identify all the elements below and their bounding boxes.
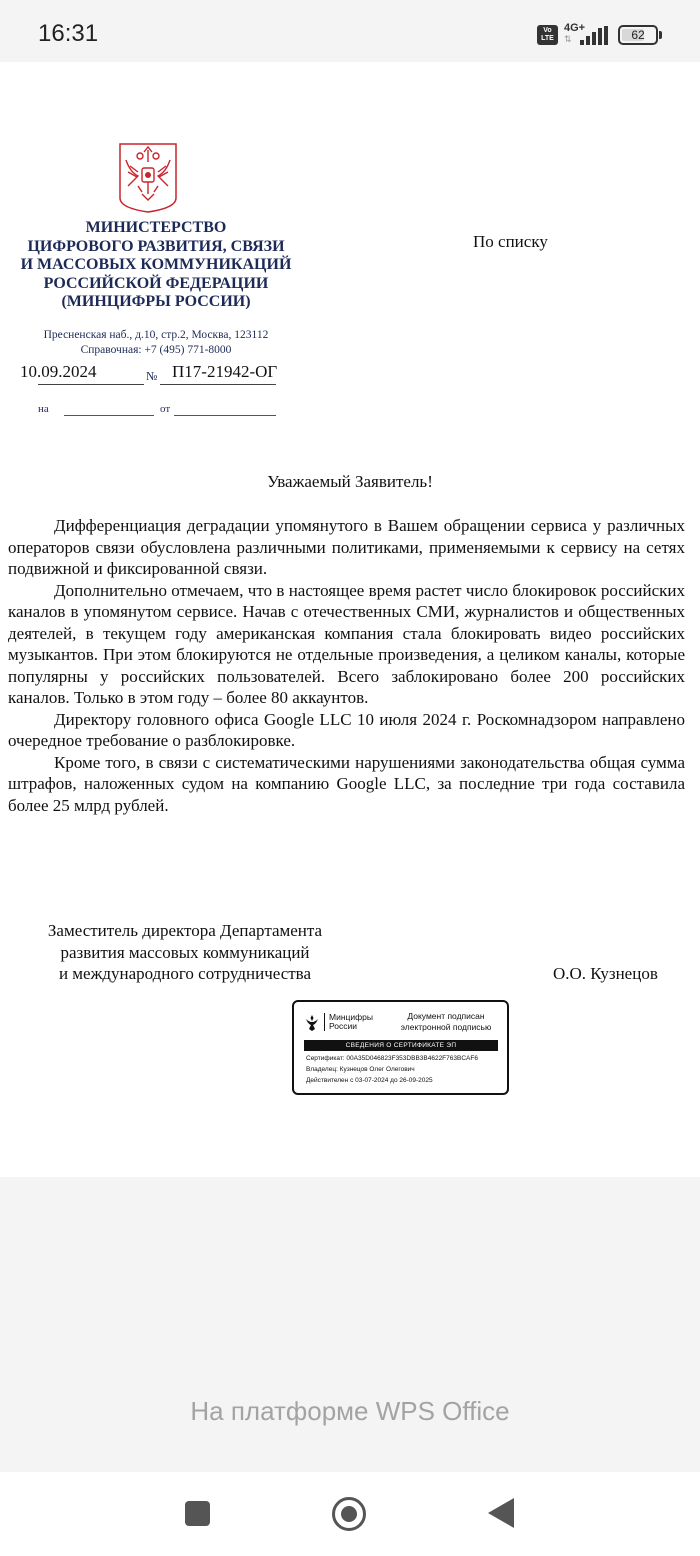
esign-note <box>386 1011 506 1033</box>
paragraph: Дифференциация деградации упомянутого в Вашем обращении сервиса у различных операторов связи обусловлена различными политиками, применяемыми к сервису на сетях подвижной и фиксированной связи. <box>8 516 685 578</box>
salutation: Уважаемый Заявитель! <box>267 472 433 491</box>
document-page[interactable] <box>0 62 700 1177</box>
reference-na-label: на <box>38 403 49 415</box>
date-underline <box>38 384 144 385</box>
paragraph: Кроме того, в связи с систематическими нарушениями законодательства общая сумма штрафов, наложенных судом на компанию Google LLC, за последние три года составила более 25 млрд рублей. <box>8 752 685 815</box>
battery-icon <box>618 25 658 45</box>
wps-platform-label: На платформе WPS Office <box>190 1396 510 1426</box>
esign-logo-line: России <box>329 1021 358 1031</box>
ministry-line: МИНИСТЕРСТВО <box>85 219 227 236</box>
recipient: По списку <box>473 232 548 251</box>
esign-header: СВЕДЕНИЯ О СЕРТИФИКАТЕ ЭП <box>304 1040 498 1051</box>
volte-top: Vo <box>543 27 552 34</box>
back-button[interactable] <box>488 1498 514 1528</box>
ministry-line: РОССИЙСКОЙ ФЕДЕРАЦИИ <box>43 274 269 292</box>
home-dot-icon <box>341 1506 357 1522</box>
esign-logo-line: Минцифры <box>329 1012 373 1022</box>
reference-ot-label: от <box>160 403 171 415</box>
signer-title <box>30 920 340 985</box>
esign-logo-text <box>324 1013 373 1031</box>
status-bar <box>0 0 700 62</box>
navigation-bar <box>0 1472 700 1556</box>
esign-owner: Владелец: Кузнецов Олег Олегович <box>306 1066 415 1073</box>
ministry-phone: Справочная: +7 (495) 771-8000 <box>80 343 232 356</box>
reference-na-line <box>64 415 154 416</box>
reference-ot-line <box>174 415 276 416</box>
volte-bottom: LTE <box>541 35 554 42</box>
signal-icon <box>578 26 608 45</box>
recents-button[interactable] <box>185 1501 210 1526</box>
esign-note-line: электронной подписью <box>400 1022 492 1032</box>
paragraph: Дополнительно отмечаем, что в настоящее время растет число блокировок российских каналов в упомянутом сервисе. Начав с отечественных СМИ, журналистов и общественных деятелей, в текущем году американская компания стала блокировать видео российских музыкантов. При этом блокируются не отдельные произведения, а целиком каналы, которые популярны у российских пользователей. Всего заблокировано более 200 российских каналов. Только в этом году – более 80 аккаунтов. <box>8 580 685 707</box>
ministry-address-block <box>10 328 302 357</box>
esign-validity: Действителен с 03-07-2024 до 26-09-2025 <box>306 1077 433 1084</box>
registration-date: 10.09.2024 <box>20 362 97 381</box>
esign-note-line: Документ подписан <box>407 1011 485 1021</box>
ministry-line: ЦИФРОВОГО РАЗВИТИЯ, СВЯЗИ <box>27 237 285 255</box>
signer-title-line: развития массовых коммуникаций <box>60 942 310 962</box>
esignature-stamp <box>292 1000 509 1095</box>
number-label: № <box>146 369 158 383</box>
eagle-logo-icon <box>304 1014 320 1032</box>
network-type: 4G+ <box>564 22 586 34</box>
ministry-name <box>10 219 302 312</box>
status-time: 16:31 <box>38 20 99 47</box>
volte-icon <box>537 25 558 45</box>
esign-certificate: Сертификат: 00A35D046823F353DBB3B4622F763BCAF6 <box>306 1055 478 1062</box>
signer-title-line: Заместитель директора Департамента <box>47 921 323 940</box>
battery-level: 62 <box>631 28 645 42</box>
paragraph: Директору головного офиса Google LLC 10 июля 2024 г. Роскомнадзором направлено очередное требование о разблокировке. <box>8 709 685 750</box>
registration-number: П17-21942-ОГ <box>172 362 278 381</box>
battery-tip <box>659 31 662 39</box>
data-arrows-icon: ⇅ <box>564 35 572 45</box>
home-button[interactable] <box>332 1497 366 1531</box>
letter-body <box>8 515 685 816</box>
ministry-line: (МИНЦИФРЫ РОССИИ) <box>61 293 251 310</box>
emblem-icon <box>118 142 178 214</box>
signer-title-line: и международного сотрудничества <box>58 964 312 983</box>
ministry-address: Пресненская наб., д.10, стр.2, Москва, 123112 <box>43 329 269 341</box>
signer-name: О.О. Кузнецов <box>553 964 658 983</box>
ministry-line: И МАССОВЫХ КОММУНИКАЦИЙ <box>20 256 292 273</box>
number-underline <box>160 384 276 385</box>
